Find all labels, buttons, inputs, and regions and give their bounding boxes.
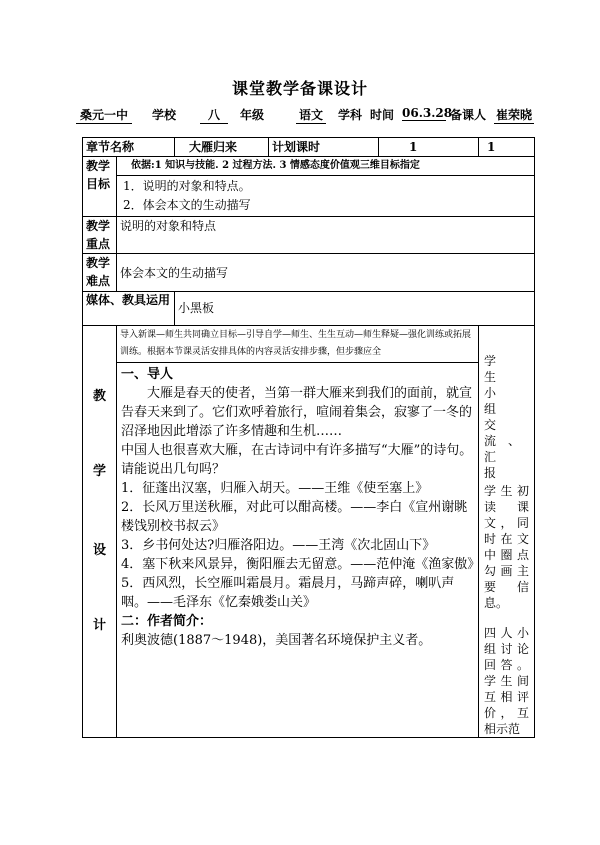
subject-label: 学科 xyxy=(338,108,363,122)
grade-value: 八 xyxy=(200,106,228,124)
school-label: 学校 xyxy=(152,108,177,122)
activity-notes xyxy=(479,353,535,738)
header-info-line xyxy=(60,106,540,122)
table-row xyxy=(83,138,535,157)
hours-value-1: 1 xyxy=(379,138,479,157)
media-value: 小黑板 xyxy=(175,292,535,326)
subject-value: 语文 xyxy=(296,106,326,124)
chapter-value: 大雁归来 xyxy=(175,138,269,157)
goal-item: 1．说明的对象和特点。 xyxy=(123,179,251,193)
grade-label: 年级 xyxy=(240,108,265,122)
section-intro-title: 一、导人 xyxy=(121,367,174,382)
goals-basis: 依据:1 知识与技能. 2 过程方法. 3 情感态度价值观三维目标指定 xyxy=(117,157,534,176)
teacher-label: 备课人 xyxy=(450,108,487,122)
section-author-title: 二：作者简介： xyxy=(121,614,213,629)
poem-line: 5．西风烈，长空雁叫霜晨月。霜晨月，马蹄声碎，喇叭声咽。——毛泽东《忆秦娥娄山关》 xyxy=(121,576,455,610)
date-value: 06.3.28 xyxy=(402,106,453,120)
hours-label: 计划课时 xyxy=(269,138,379,157)
hours-value-2: 1 xyxy=(479,138,535,157)
author-intro: 利奥波德(1887～1948)，美国著名环境保护主义者。 xyxy=(121,633,432,648)
table-row xyxy=(83,292,535,326)
table-row xyxy=(83,157,535,217)
goal-item: 2．体会本文的生动描写 xyxy=(123,198,251,212)
goals-list xyxy=(117,176,534,216)
lesson-content xyxy=(117,363,479,738)
key-value: 说明的对象和特点 xyxy=(117,217,535,254)
key-label: 教学重点 xyxy=(83,217,117,254)
teacher-value: 崔荣晓 xyxy=(495,108,532,122)
poem-line: 3．乡书何处达?归雁洛阳边。——王湾《次北固山下》 xyxy=(121,538,436,553)
procedure-note: 导入新课—师生共同确立目标—引导自学—师生、生生互动—师生释疑—强化训练或拓展训练。根据本节课灵活安排具体的内容灵活安排步骤，但步骤应全 xyxy=(117,326,479,363)
intro-paragraph: 大雁是春天的使者，当第一群大雁来到我们的面前，就宣告春天来到了。它们欢呼着旅行，喧闹着集会，寂寥了一冬的沼泽地因此增添了许多情趣和生机…… xyxy=(121,386,473,439)
table-row xyxy=(83,254,535,292)
difficulty-label: 教学难点 xyxy=(83,254,117,292)
intro-question: 中国人也很喜欢大雁，在古诗词中有许多描写“大雁”的诗句。请能说出几句吗？ xyxy=(121,443,473,477)
time-label: 时间 xyxy=(370,108,395,122)
lesson-plan-table xyxy=(82,137,535,738)
table-row xyxy=(83,217,535,254)
poem-line: 1．征蓬出汉塞，归雁入胡天。——王维《使至塞上》 xyxy=(121,481,429,496)
table-row xyxy=(83,363,535,738)
poem-line: 2．长风万里送秋雁，对此可以酣高楼。——李白《宣州谢眺楼饯别校书叔云》 xyxy=(121,500,468,534)
activity-note: 学生小组交流、汇报 xyxy=(484,353,533,480)
activity-note: 四人小组讨论回答。学生间互相评价，互相示范 xyxy=(484,625,530,736)
media-label: 媒体、教具运用 xyxy=(83,292,175,326)
goals-label: 教学目标 xyxy=(83,157,117,217)
activity-note: 学生初读课文，同时在文中圈点勾画主要信息。 xyxy=(484,483,530,610)
difficulty-value: 体会本文的生动描写 xyxy=(117,254,535,292)
poem-line: 4．塞下秋来风景异，衡阳雁去无留意。——范仲淹《渔家傲》 xyxy=(121,557,481,572)
page-title: 课堂教学备课设计 xyxy=(231,79,368,98)
chapter-label: 章节名称 xyxy=(83,138,175,157)
table-row xyxy=(83,326,535,363)
design-label: 教 学 设 计 xyxy=(83,363,117,738)
school-value: 桑元一中 xyxy=(76,106,132,124)
